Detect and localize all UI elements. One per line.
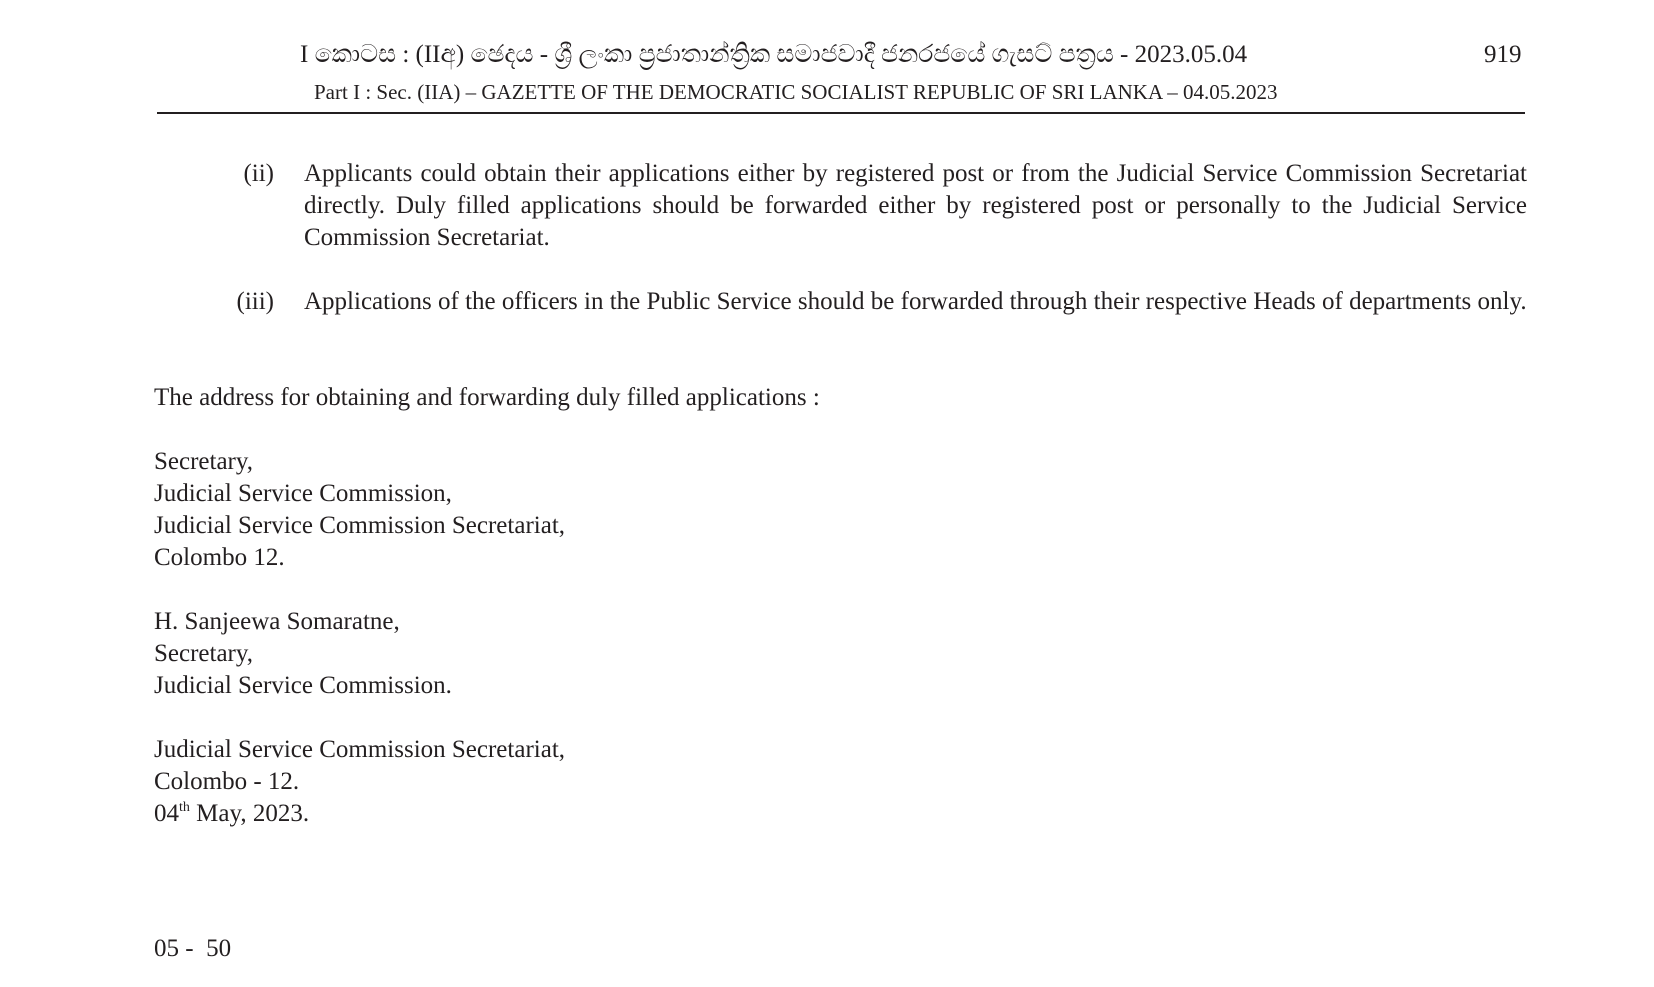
- place-line: Colombo - 12.: [154, 768, 300, 795]
- date-month-year: May, 2023.: [189, 800, 310, 827]
- header-divider: [157, 112, 1525, 114]
- page-number: 919: [1484, 41, 1522, 68]
- list-item-iii: [157, 286, 1527, 318]
- date-suffix: th: [179, 800, 190, 815]
- list-item-ii: [157, 158, 1527, 254]
- gazette-header-sinhala: I කොටස : (IIඅ) ඡෙදය - ශ්‍රී ලංකා ප්‍රජාතාන්ත්‍රික සමාජවාදී ජනරජයේ ගැසට් පත්‍රය - 2023.05.04: [300, 41, 1248, 68]
- address-block: [154, 446, 565, 574]
- notice-reference-code: 05 - 50: [154, 935, 232, 962]
- signature-block: [154, 606, 452, 702]
- signatory-name: H. Sanjeewa Somaratne,: [154, 608, 400, 635]
- address-line: Secretary,: [154, 448, 254, 475]
- list-item-text: Applicants could obtain their applications either by registered post or from the Judicial Service Commission Secretariat directly. Duly filled applications should be forwarded either by registered post or personally to the Judicial Service Commission Secretariat.: [304, 160, 1527, 251]
- place-line: Judicial Service Commission Secretariat,: [154, 736, 566, 763]
- list-item-text: Applications of the officers in the Public Service should be forwarded through their respective Heads of departments only.: [304, 288, 1527, 315]
- address-intro: [154, 382, 820, 414]
- issue-date: [154, 798, 565, 830]
- address-intro-text: The address for obtaining and forwarding duly filled applications :: [154, 384, 820, 411]
- gazette-header-english: Part I : Sec. (IIA) – GAZETTE OF THE DEMOCRATIC SOCIALIST REPUBLIC OF SRI LANKA – 04.05.2023: [314, 80, 1278, 104]
- signatory-organization: Judicial Service Commission.: [154, 672, 452, 699]
- address-line: Judicial Service Commission,: [154, 480, 452, 507]
- address-line: Colombo 12.: [154, 544, 285, 571]
- list-item-number: (iii): [236, 288, 274, 315]
- list-item-number: (ii): [243, 160, 274, 187]
- address-line: Judicial Service Commission Secretariat,: [154, 512, 566, 539]
- place-date-block: [154, 734, 565, 830]
- signatory-title: Secretary,: [154, 640, 254, 667]
- date-day: 04: [154, 800, 179, 827]
